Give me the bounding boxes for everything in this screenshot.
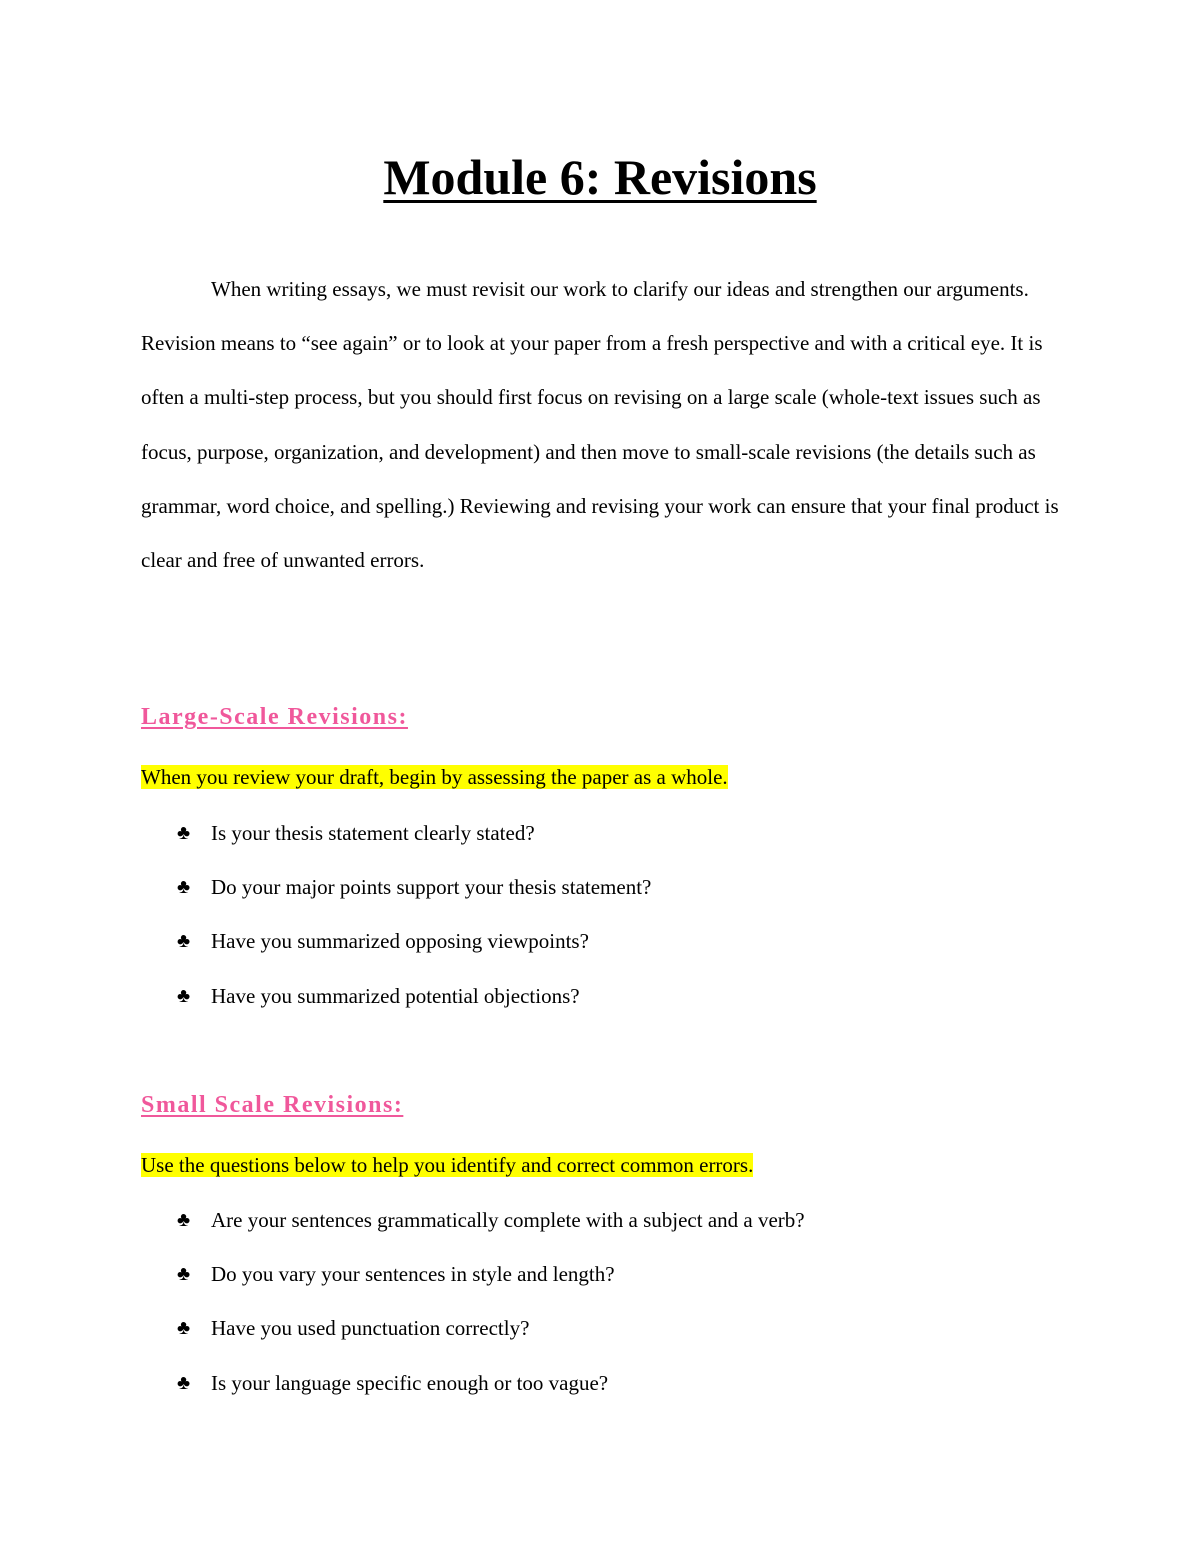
list-item-text: Is your thesis statement clearly stated? <box>211 821 535 845</box>
list-item <box>177 925 651 979</box>
list-item-text: Do you vary your sentences in style and length? <box>211 1262 615 1287</box>
club-icon: ♣ <box>177 1263 191 1286</box>
list-item <box>177 1367 805 1421</box>
small-scale-lead <box>141 1149 753 1181</box>
list-item-text: Is your language specific enough or too vague? <box>211 1370 609 1395</box>
club-icon: ♣ <box>177 1209 191 1231</box>
list-item-text: Have you summarized opposing viewpoints? <box>211 929 589 954</box>
list-item <box>177 817 651 871</box>
club-icon: ♣ <box>177 1317 191 1340</box>
page-title: Module 6: Revisions <box>383 149 817 205</box>
large-scale-lead-highlight: When you review your draft, begin by assessing the paper as a whole. <box>141 765 728 789</box>
large-scale-list <box>177 817 651 1034</box>
intro-paragraph: When writing essays, we must revisit our work to clarify our ideas and strengthen our arguments. Revision means to “see again” or to look at your paper from a fresh perspective and with a critical eye. It is often a multi-step process, but you should first focus on revising on a large scale (whole-text issues such as focus, purpose, organization, and development) and then move to small-scale revisions (the details such as grammar, word choice, and spelling.) Reviewing and revising your work can ensure that your final product is clear and free of unwanted errors. <box>141 277 1059 573</box>
large-scale-heading: Large-Scale Revisions: <box>141 704 408 730</box>
large-scale-lead <box>141 761 728 793</box>
club-icon: ♣ <box>177 930 191 953</box>
small-scale-lead-highlight: Use the questions below to help you identify and correct common errors. <box>141 1153 754 1177</box>
list-item-text: Have you summarized potential objections? <box>211 983 580 1008</box>
small-scale-list <box>177 1204 805 1421</box>
small-scale-heading: Small Scale Revisions: <box>141 1092 404 1118</box>
club-icon: ♣ <box>177 822 191 844</box>
list-item-text: Do your major points support your thesis statement? <box>211 875 652 900</box>
list-item <box>177 1258 805 1312</box>
list-item-text: Are your sentences grammatically complete with a subject and a verb? <box>211 1208 805 1232</box>
club-icon: ♣ <box>177 984 191 1007</box>
list-item <box>177 980 651 1034</box>
club-icon: ♣ <box>177 1371 191 1394</box>
list-item-text: Have you used punctuation correctly? <box>211 1316 530 1341</box>
list-item <box>177 1312 805 1366</box>
list-item <box>177 1204 805 1258</box>
list-item <box>177 871 651 925</box>
club-icon: ♣ <box>177 876 191 899</box>
